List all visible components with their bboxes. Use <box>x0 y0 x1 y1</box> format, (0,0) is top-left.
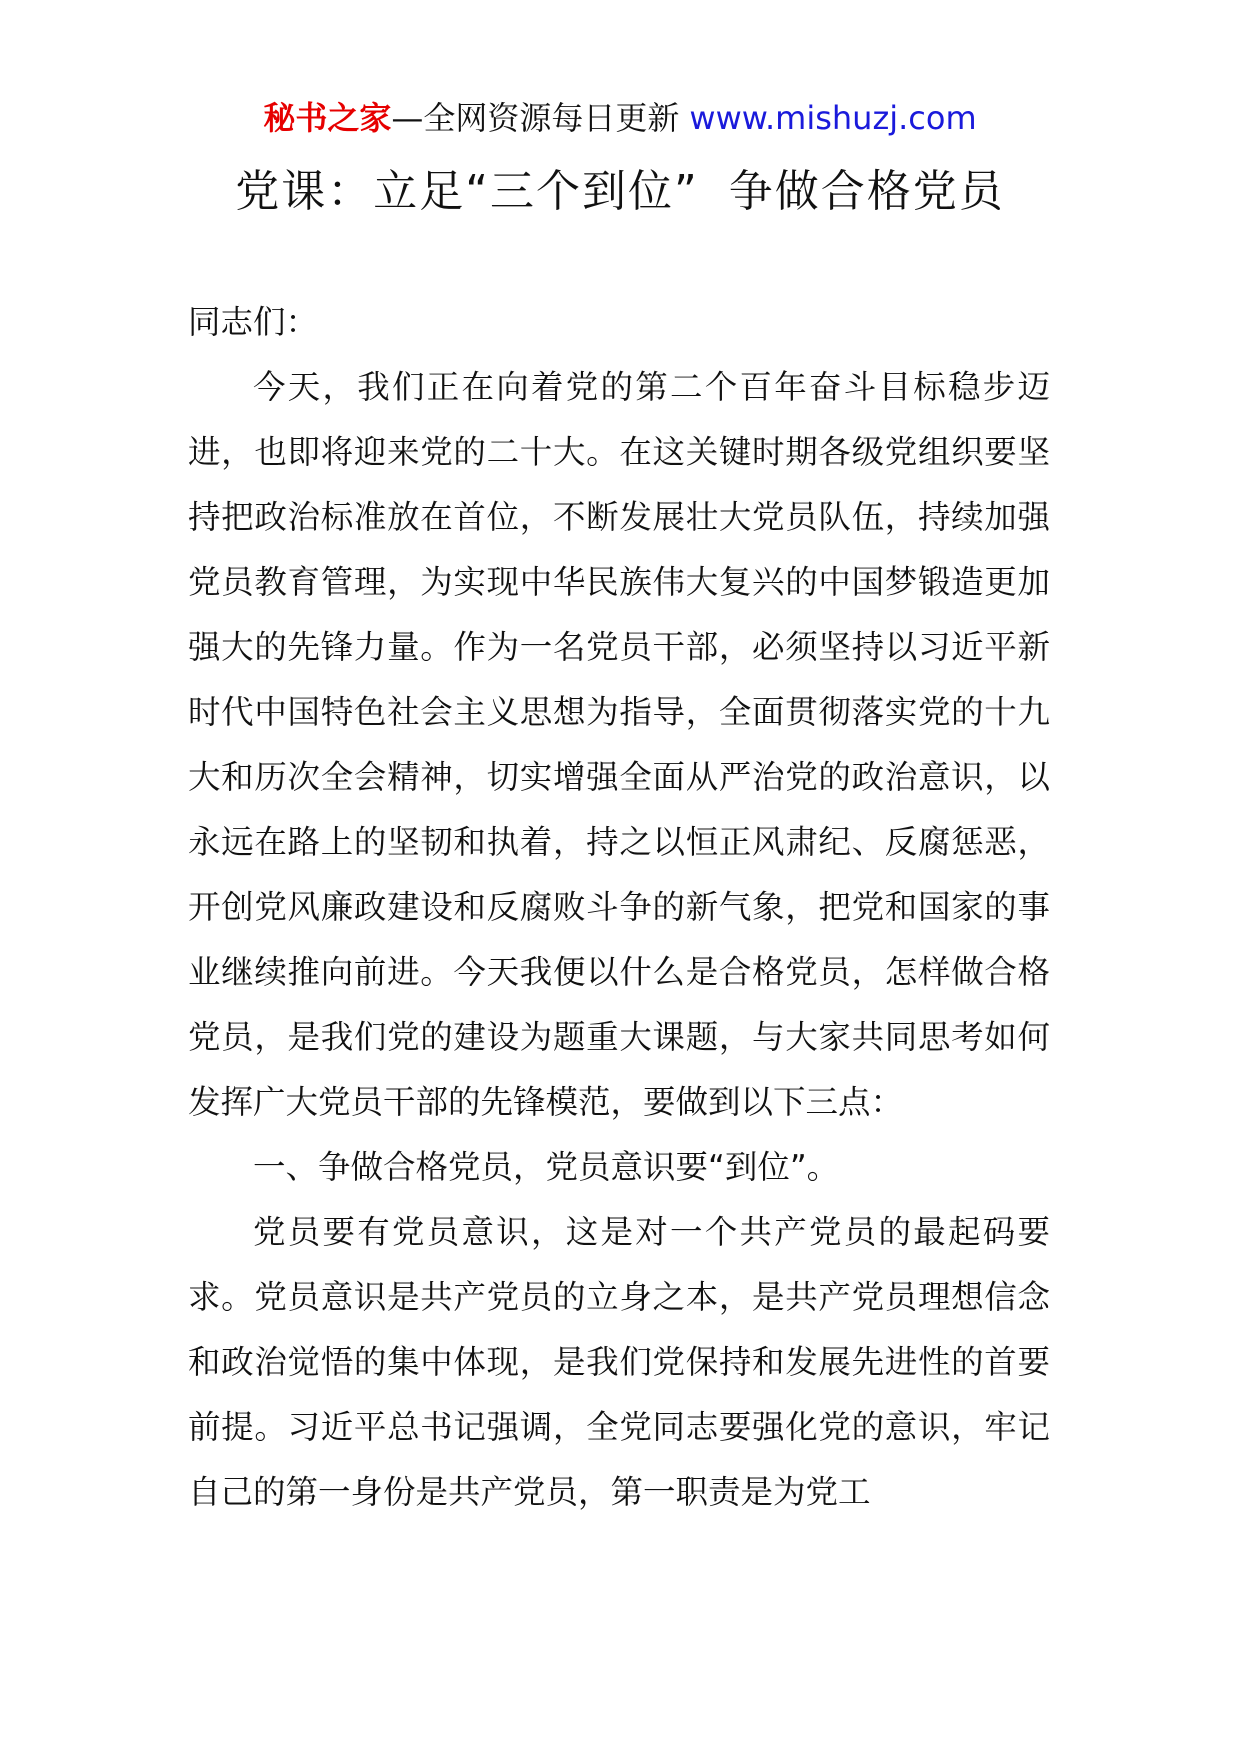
site-url-link[interactable]: www.mishuzj.com <box>689 99 977 137</box>
document-body <box>188 290 1050 1525</box>
paragraph-section-1: 党员要有党员意识，这是对一个共产党员的最起码要求。党员意识是共产党员的立身之本，是共产党员理想信念和政治觉悟的集中体现，是我们党保持和发展先进性的首要前提。习近平总书记强调，全党同志要强化党的意识，牢记自己的第一身份是共产党员，第一职责是为党工 <box>188 1213 1050 1511</box>
paragraph-intro: 今天，我们正在向着党的第二个百年奋斗目标稳步迈进，也即将迎来党的二十大。在这关键时期各级党组织要坚持把政治标准放在首位，不断发展壮大党员队伍，持续加强党员教育管理，为实现中华民族伟大复兴的中国梦锻造更加强大的先锋力量。作为一名党员干部，必须坚持以习近平新时代中国特色社会主义思想为指导，全面贯彻落实党的十九大和历次全会精神，切实增强全面从严治党的政治意识，以永远在路上的坚韧和执着，持之以恒正风肃纪、反腐惩恶，开创党风廉政建设和反腐败斗争的新气象，把党和国家的事业继续推向前进。今天我便以什么是合格党员，怎样做合格党员，是我们党的建设为题重大课题，与大家共同思考如何发挥广大党员干部的先锋模范，要做到以下三点： <box>188 368 1050 1121</box>
section-heading-1: 一、争做合格党员，党员意识要“到位”。 <box>253 1148 840 1186</box>
site-slogan: —全网资源每日更新 <box>391 99 680 137</box>
document-title-part2: 争做合格党员 <box>728 166 1005 217</box>
document-title-part1: 党课：立足“三个到位” <box>235 166 699 217</box>
site-header <box>0 98 1240 138</box>
salutation: 同志们： <box>188 303 319 341</box>
site-brand: 秘书之家 <box>263 99 392 137</box>
document-title <box>0 162 1240 222</box>
